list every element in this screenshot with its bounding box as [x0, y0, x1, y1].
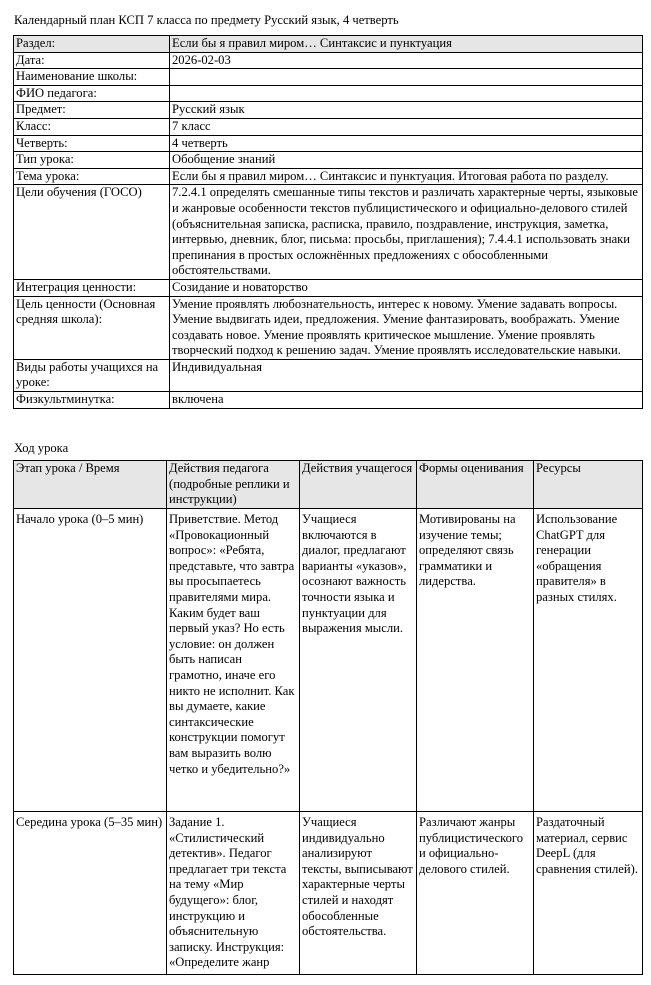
meta-value: Умение проявлять любознательность, интерес к новому. Умение задавать вопросы. Умение выдвигать идеи, предложения. Умение фантазировать, воображать. Умение создавать новое. Умение проявлять критическое мышление. Умение проявлять творческий подход к решению задач. Умение проявлять исследовательские навыки.	[170, 296, 643, 359]
meta-value: 4 четверть	[170, 135, 643, 152]
meta-row	[14, 392, 643, 409]
meta-row	[14, 168, 643, 185]
lesson-flow-table	[13, 460, 643, 975]
meta-label: Цели обучения (ГОСО)	[14, 185, 170, 280]
meta-label: Класс:	[14, 118, 170, 135]
meta-value: Если бы я правил миром… Синтаксис и пунктуация. Итоговая работа по разделу.	[170, 168, 643, 185]
meta-value: 7 класс	[170, 118, 643, 135]
lesson-meta-table	[13, 35, 643, 409]
lesson-flow-heading: Ход урока	[14, 441, 69, 455]
meta-label: Физкультминутка:	[14, 392, 170, 409]
meta-row	[14, 102, 643, 119]
assessment-cell: Мотивированы на изучение темы; определяют связь грамматики и лидерства.	[417, 509, 534, 812]
meta-row	[14, 279, 643, 296]
column-header: Формы оценивания	[417, 461, 534, 509]
meta-label: Тип урока:	[14, 152, 170, 169]
student-actions-cell: Учащиеся включаются в диалог, предлагают варианты «указов», осознают важность точности языка и пунктуации для выражения мысли.	[300, 509, 417, 812]
student-actions-cell: Учащиеся индивидуально анализируют тексты, выписывают характерные черты стилей и находят обособленные обстоятельства.	[300, 812, 417, 975]
meta-row	[14, 85, 643, 102]
flow-header-row	[14, 461, 643, 509]
meta-label: Цель ценности (Основная средняя школа):	[14, 296, 170, 359]
column-header: Действия педагога (подробные реплики и инструкции)	[167, 461, 300, 509]
meta-value: Обобщение знаний	[170, 152, 643, 169]
meta-row	[14, 52, 643, 69]
meta-label: Четверть:	[14, 135, 170, 152]
stage-cell: Середина урока (5–35 мин)	[14, 812, 167, 975]
document-title: Календарный план КСП 7 класса по предмету Русский язык, 4 четверть	[14, 13, 399, 27]
meta-label: Раздел:	[14, 36, 170, 53]
meta-value: Индивидуальная	[170, 359, 643, 391]
meta-row-section	[14, 36, 643, 53]
meta-value: 2026-02-03	[170, 52, 643, 69]
meta-label: ФИО педагога:	[14, 85, 170, 102]
meta-label: Дата:	[14, 52, 170, 69]
meta-label: Виды работы учащихся на уроке:	[14, 359, 170, 391]
column-header: Действия учащегося	[300, 461, 417, 509]
teacher-actions-cell: Задание 1. «Стилистический детектив». Педагог предлагает три текста на тему «Мир будущего»: блог, инструкцию и объяснительную записку. Инструкция: «Определите жанр	[167, 812, 300, 975]
meta-row	[14, 296, 643, 359]
resources-cell: Использование ChatGPT для генерации «обращения правителя» в разных стилях.	[534, 509, 643, 812]
stage-cell: Начало урока (0–5 мин)	[14, 509, 167, 812]
column-header: Ресурсы	[534, 461, 643, 509]
assessment-cell: Различают жанры публицистического и официально-делового стилей.	[417, 812, 534, 975]
meta-value	[170, 85, 643, 102]
column-header: Этап урока / Время	[14, 461, 167, 509]
teacher-actions-cell: Приветствие. Метод «Провокационный вопрос»: «Ребята, представьте, что завтра вы просыпаетесь правителями мира. Каким будет ваш первый указ? Но есть условие: он должен быть написан грамотно, иначе его никто не исполнит. Как вы думаете, какие синтаксические конструкции помогут вам выразить волю четко и убедительно?»	[167, 509, 300, 812]
meta-value	[170, 69, 643, 86]
meta-value: Если бы я правил миром… Синтаксис и пунктуация	[170, 36, 643, 53]
flow-row-middle	[14, 812, 643, 975]
meta-value: Русский язык	[170, 102, 643, 119]
meta-label: Тема урока:	[14, 168, 170, 185]
meta-label: Интеграция ценности:	[14, 279, 170, 296]
meta-label: Предмет:	[14, 102, 170, 119]
meta-row	[14, 152, 643, 169]
meta-row	[14, 359, 643, 391]
meta-label: Наименование школы:	[14, 69, 170, 86]
meta-value: Созидание и новаторство	[170, 279, 643, 296]
flow-row-start	[14, 509, 643, 812]
meta-row	[14, 69, 643, 86]
meta-value: 7.2.4.1 определять смешанные типы текстов и различать характерные черты, языковые и жанровые особенности текстов публицистического и официально-делового стилей (объяснительная записка, расписка, правило, поздравление, инструкция, заметка, интервью, дневник, блог, письма: просьбы, приглашения); 7.4.4.1 использовать знаки препинания в простых осложнённых предложениях с обособленными обстоятельствами.	[170, 185, 643, 280]
meta-value: включена	[170, 392, 643, 409]
meta-row	[14, 118, 643, 135]
meta-row	[14, 185, 643, 280]
resources-cell: Раздаточный материал, сервис DeepL (для сравнения стилей).	[534, 812, 643, 975]
meta-row	[14, 135, 643, 152]
